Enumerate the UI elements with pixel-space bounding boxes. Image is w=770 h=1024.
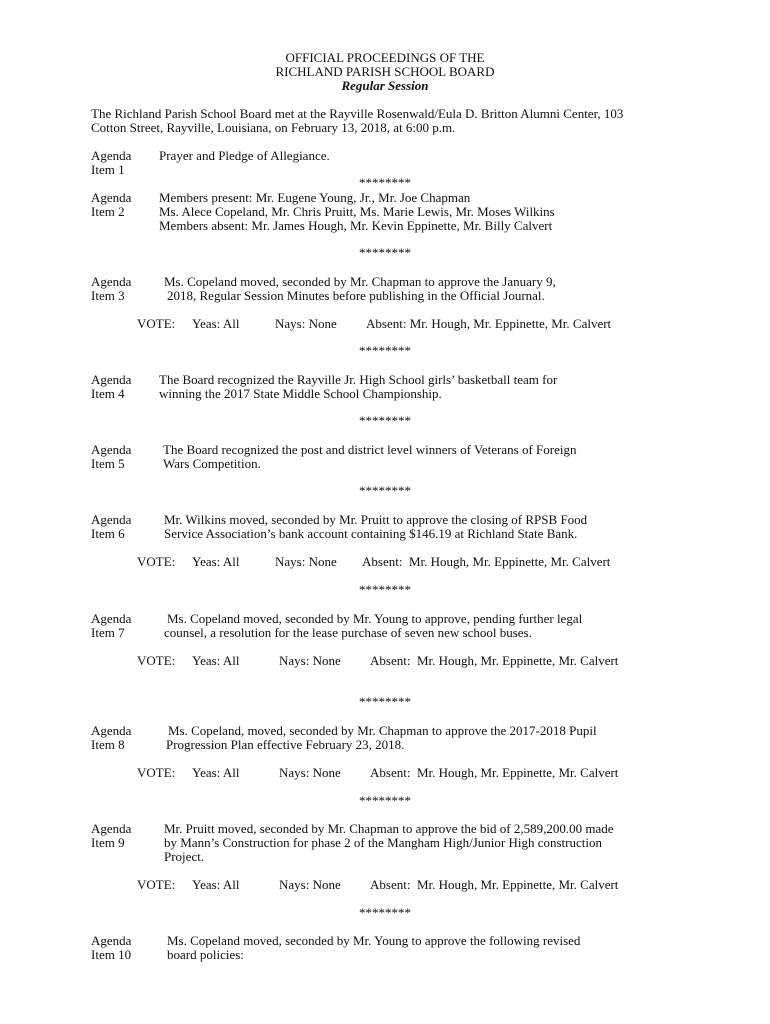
separator: ********	[359, 175, 411, 190]
item-5-label-1: Agenda	[91, 442, 132, 457]
item-3-nays: Nays: None	[275, 316, 337, 331]
item-4-label-1: Agenda	[91, 372, 132, 387]
intro-line-1: The Richland Parish School Board met at the Rayville Rosenwald/Eula D. Britton Alumni Center, 103	[91, 106, 624, 121]
document-title-line-1: OFFICIAL PROCEEDINGS OF THE	[285, 50, 485, 65]
separator: ********	[359, 793, 411, 808]
item-6-nays: Nays: None	[275, 554, 337, 569]
item-3-text-2: 2018, Regular Session Minutes before publishing in the Official Journal.	[167, 288, 545, 303]
separator: ********	[359, 905, 411, 920]
item-3-label-1: Agenda	[91, 274, 132, 289]
item-3-absent: Absent: Mr. Hough, Mr. Eppinette, Mr. Calvert	[366, 316, 612, 331]
separator: ********	[359, 483, 411, 498]
item-2-text-1: Members present: Mr. Eugene Young, Jr., Mr. Joe Chapman	[159, 190, 471, 205]
item-1-text: Prayer and Pledge of Allegiance.	[159, 148, 330, 163]
item-7-vote-label: VOTE:	[137, 653, 176, 668]
item-4-text-2: winning the 2017 State Middle School Championship.	[159, 386, 442, 401]
item-9-label-2: Item 9	[91, 835, 125, 850]
item-7-text-1: Ms. Copeland moved, seconded by Mr. Young to approve, pending further legal	[167, 611, 583, 626]
item-7-label-2: Item 7	[91, 625, 125, 640]
item-6-absent: Absent: Mr. Hough, Mr. Eppinette, Mr. Calvert	[362, 554, 611, 569]
item-8-text-1: Ms. Copeland, moved, seconded by Mr. Chapman to approve the 2017-2018 Pupil	[168, 723, 597, 738]
separator: ********	[359, 343, 411, 358]
item-9-text-2: by Mann’s Construction for phase 2 of the Mangham High/Junior High construction	[164, 835, 602, 850]
item-1-label-2: Item 1	[91, 162, 125, 177]
item-10-label-2: Item 10	[91, 947, 132, 962]
item-3-label-2: Item 3	[91, 288, 125, 303]
item-9-nays: Nays: None	[279, 877, 341, 892]
separator: ********	[359, 245, 411, 260]
item-9-text-1: Mr. Pruitt moved, seconded by Mr. Chapman to approve the bid of 2,589,200.00 made	[164, 821, 614, 836]
item-9-yeas: Yeas: All	[192, 877, 240, 892]
item-2-label-2: Item 2	[91, 204, 125, 219]
item-5-text-2: Wars Competition.	[163, 456, 261, 471]
item-7-yeas: Yeas: All	[192, 653, 240, 668]
item-8-yeas: Yeas: All	[192, 765, 240, 780]
item-9-vote-label: VOTE:	[137, 877, 176, 892]
item-6-text-2: Service Association’s bank account containing $146.19 at Richland State Bank.	[164, 526, 578, 541]
item-6-vote-label: VOTE:	[137, 554, 176, 569]
item-9-label-1: Agenda	[91, 821, 132, 836]
separator: ********	[359, 694, 411, 709]
item-5-text-1: The Board recognized the post and district level winners of Veterans of Foreign	[163, 442, 577, 457]
item-5-label-2: Item 5	[91, 456, 125, 471]
intro-line-2: Cotton Street, Rayville, Louisiana, on February 13, 2018, at 6:00 p.m.	[91, 120, 456, 135]
item-3-vote-label: VOTE:	[137, 316, 176, 331]
item-10-text-1: Ms. Copeland moved, seconded by Mr. Young to approve the following revised	[167, 933, 581, 948]
item-6-text-1: Mr. Wilkins moved, seconded by Mr. Pruitt to approve the closing of RPSB Food	[164, 512, 588, 527]
item-9-text-3: Project.	[164, 849, 205, 864]
item-9-absent: Absent: Mr. Hough, Mr. Eppinette, Mr. Calvert	[370, 877, 619, 892]
document-title-line-2: RICHLAND PARISH SCHOOL BOARD	[275, 64, 495, 79]
separator: ********	[359, 582, 411, 597]
item-8-absent: Absent: Mr. Hough, Mr. Eppinette, Mr. Calvert	[370, 765, 619, 780]
separator: ********	[359, 413, 411, 428]
item-8-nays: Nays: None	[279, 765, 341, 780]
item-2-label-1: Agenda	[91, 190, 132, 205]
item-3-text-1: Ms. Copeland moved, seconded by Mr. Chapman to approve the January 9,	[164, 274, 556, 289]
item-4-text-1: The Board recognized the Rayville Jr. High School girls’ basketball team for	[159, 372, 558, 387]
item-6-label-2: Item 6	[91, 526, 125, 541]
item-6-yeas: Yeas: All	[192, 554, 240, 569]
item-1-label-1: Agenda	[91, 148, 132, 163]
item-7-absent: Absent: Mr. Hough, Mr. Eppinette, Mr. Calvert	[370, 653, 619, 668]
item-3-yeas: Yeas: All	[192, 316, 240, 331]
item-7-nays: Nays: None	[279, 653, 341, 668]
item-7-text-2: counsel, a resolution for the lease purchase of seven new school buses.	[164, 625, 532, 640]
item-6-label-1: Agenda	[91, 512, 132, 527]
item-4-label-2: Item 4	[91, 386, 125, 401]
item-8-label-1: Agenda	[91, 723, 132, 738]
item-2-text-3: Members absent: Mr. James Hough, Mr. Kevin Eppinette, Mr. Billy Calvert	[159, 218, 553, 233]
item-8-text-2: Progression Plan effective February 23, 2018.	[166, 737, 405, 752]
item-10-text-2: board policies:	[167, 947, 244, 962]
item-8-vote-label: VOTE:	[137, 765, 176, 780]
item-7-label-1: Agenda	[91, 611, 132, 626]
item-2-text-2: Ms. Alece Copeland, Mr. Chris Pruitt, Ms. Marie Lewis, Mr. Moses Wilkins	[159, 204, 555, 219]
session-type: Regular Session	[341, 78, 429, 93]
item-8-label-2: Item 8	[91, 737, 125, 752]
item-10-label-1: Agenda	[91, 933, 132, 948]
